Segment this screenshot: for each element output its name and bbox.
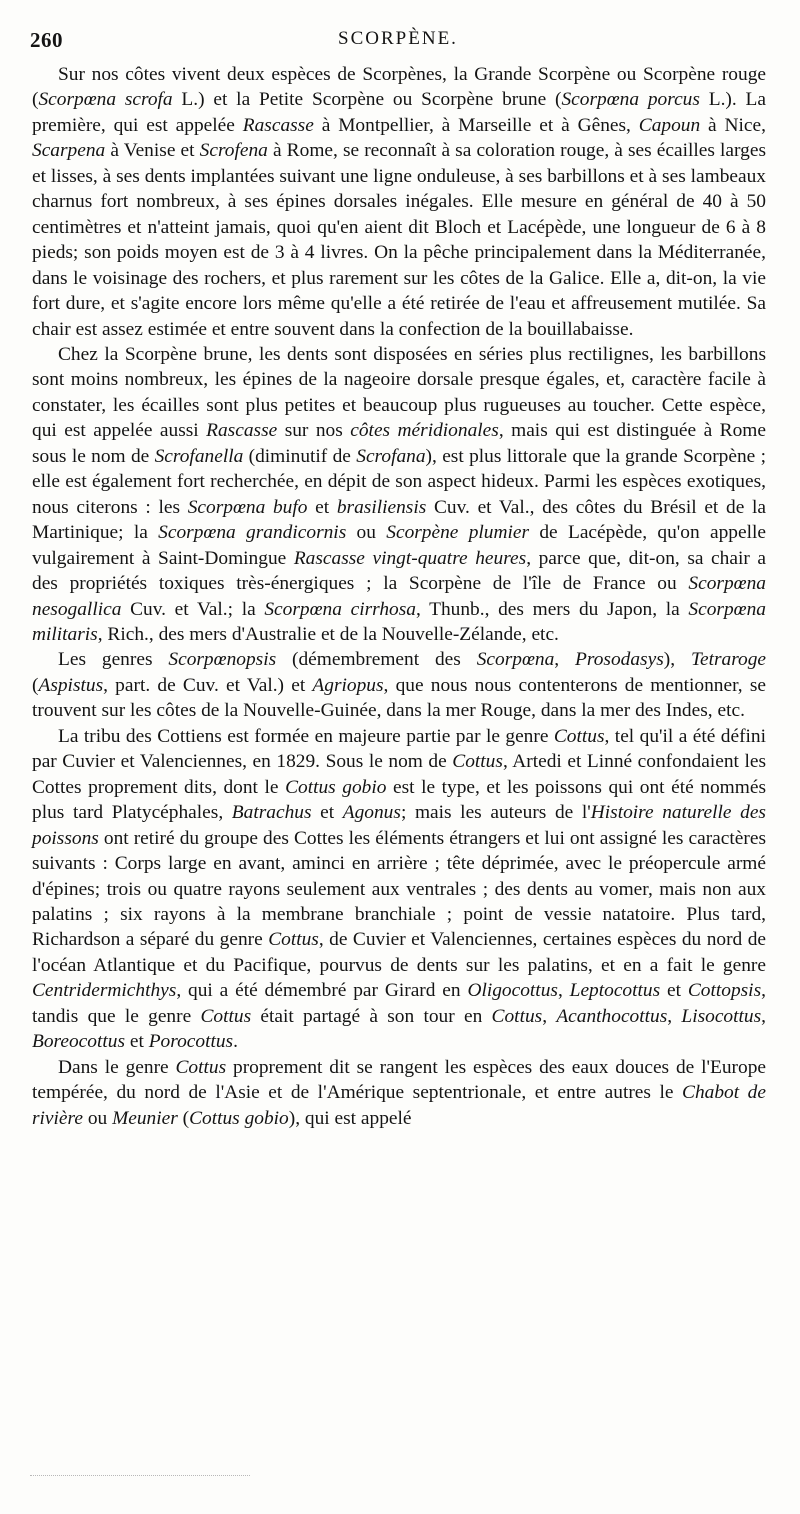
italic-term: Cottus [200, 1005, 252, 1027]
text-run: Sur nos côtes vivent deux espèces de Scorpènes, la Grande Scorpène ou Scorpène rouge ( [32, 64, 766, 111]
body-text [32, 62, 766, 1131]
text-run: et [311, 802, 343, 824]
italic-term: Cottus [268, 929, 319, 951]
text-run: , parce que, dit-on, sa chair a des propriétés toxiques très-énergiques ; la Scorpène de l'île de France ou [32, 547, 766, 595]
italic-term: Scorpœna [476, 649, 555, 671]
italic-term: Histoire naturelle des poissons [32, 802, 766, 849]
italic-term: Scorpœna militaris [32, 598, 766, 645]
running-title: SCORPÈNE. [338, 28, 458, 49]
text-run: , Thunb., des mers du Japon, la [415, 598, 689, 620]
text-run: à Montpellier, à Marseille et à Gênes, [313, 114, 639, 136]
italic-term: Cottopsis [687, 980, 762, 1002]
italic-term: Cottus [553, 725, 605, 747]
text-run: à Nice, [700, 114, 766, 136]
page-header [30, 28, 766, 60]
text-run: et [125, 1031, 149, 1053]
italic-term: Scrofena [199, 140, 268, 162]
text-run: ( [32, 674, 39, 696]
italic-term: Centridermichthys [32, 980, 177, 1002]
text-run: Dans le genre [58, 1056, 176, 1078]
text-run: , [542, 1005, 557, 1027]
italic-term: Oligocottus [467, 980, 558, 1002]
paragraph [32, 647, 766, 723]
text-run: ), est plus littorale que la grande Scorpène ; elle est également fort recherchée, en dépit de son aspect hideux. Parmi les espèces exotiques, nous citerons : les [32, 445, 766, 518]
text-run: et [307, 496, 337, 518]
italic-term: Prosodasys [575, 649, 664, 671]
text-run: , tandis que le genre [32, 980, 766, 1027]
text-run: L.). La première, qui est appelée [32, 89, 766, 136]
text-run: ou [346, 522, 387, 544]
italic-term: Capoun [638, 114, 701, 136]
italic-term: Cottus [175, 1056, 227, 1078]
text-run: était partagé à son tour en [251, 1005, 492, 1027]
text-run: , que nous nous contenterons de mentionner, se trouvent sur les côtes de la Nouvelle-Guinée, dans la mer Rouge, dans la mer des Indes, etc. [32, 674, 766, 722]
text-run: ont retiré du groupe des Cottes les éléments étrangers et lui ont assigné les caractères suivants : Corps large en avant, aminci en arrière ; tête déprimée, avec le préopercule armé d'épines; trois ou quatre rayons seulement aux ventrales ; des dents au vomer, mais non aux palatins ; six rayons à la membrane branchiale ; point de vessie natatoire. Plus tard, Richardson a séparé du genre [32, 827, 766, 951]
italic-term: Porocottus [148, 1031, 234, 1053]
italic-term: Scorpœna cirrhosa [264, 598, 416, 620]
text-run: , [667, 1005, 682, 1027]
italic-term: Rascasse [206, 420, 278, 442]
italic-term: Tetraroge [690, 649, 767, 671]
text-run: , [761, 1005, 766, 1027]
text-run: ou [82, 1107, 113, 1129]
text-run: ( [177, 1107, 190, 1129]
text-run: . [233, 1031, 238, 1053]
italic-term: Lisocottus [681, 1005, 762, 1027]
text-run: et [660, 980, 688, 1002]
italic-term: Scorpœna porcus [561, 89, 700, 111]
page-number: 260 [30, 28, 63, 52]
italic-term: Scorpœnopsis [168, 649, 277, 671]
italic-term: Leptocottus [569, 980, 661, 1002]
italic-term: Scarpena [32, 140, 106, 162]
text-run: (démembrement des [276, 649, 477, 671]
paragraph [32, 342, 766, 647]
text-run: L.) et la Petite Scorpène ou Scorpène brune ( [172, 89, 562, 111]
text-run: Cuv. et Val., des côtes du Brésil et de la Martinique; la [32, 496, 766, 544]
italic-term: Cottus [452, 751, 503, 773]
italic-term: Cottus gobio [285, 776, 387, 798]
italic-term: Rascasse [242, 114, 314, 136]
italic-term: Meunier [112, 1107, 178, 1129]
text-run: , [557, 980, 570, 1002]
text-run: de Lacépède, qu'on appelle vulgairement à Saint-Domingue [32, 522, 766, 569]
text-run: La tribu des Cottiens est formée en majeure partie par le genre [58, 725, 554, 747]
italic-term: Scrofana [356, 445, 426, 467]
text-run: (diminutif de [243, 445, 357, 467]
text-run: ), [663, 649, 691, 671]
text-run: Chez la Scorpène brune, les dents sont disposées en séries plus rectilignes, les barbillons sont moins nombreux, les épines de la nageoire dorsale presque égales, et, caractère facile à constater, les écailles sont plus petites et beaucoup plus rugueuses au toucher. Cette espèce, qui est appelée aussi [32, 343, 766, 442]
paragraph [32, 724, 766, 1055]
italic-term: Aspistus [38, 674, 104, 696]
text-run: à Rome, se reconnaît à sa coloration rouge, à ses écailles larges et lisses, à ses dents implantées suivant une ligne onduleuse, à ses barbillons et à ses lambeaux charnus fort nombreux, à ses épines dorsales inégales. Elle mesure en général de 40 à 50 centimètres et n'atteint jamais, quoi qu'en aient dit Bloch et Lacépède, une longueur de 6 à 8 pieds; son poids moyen est de 3 à 4 livres. On la pêche principalement dans la Méditerranée, dans le voisinage des rochers, et plus rarement sur les côtes de la Galice. Elle a, dit-on, la vie fort dure, et s'agite encore lors même qu'elle a été retirée de l'eau et affreusement mutilée. Sa chair est assez estimée et entre souvent dans la confection de la bouillabaisse. [32, 140, 766, 340]
italic-term: Scorpœna scrofa [38, 89, 173, 111]
paragraph [32, 62, 766, 342]
italic-term: Agriopus [312, 674, 384, 696]
italic-term: Agonus [342, 802, 401, 824]
text-run: , part. de Cuv. et Val.) et [103, 674, 313, 696]
italic-term: Scorpène plumier [386, 522, 530, 544]
text-run: , de Cuvier et Valenciennes, certaines espèces du nord de l'océan Atlantique et du Pacifique, pourvus de dents sur les palatins, et en a fait le genre [32, 929, 767, 976]
italic-term: Scrofanella [154, 445, 244, 467]
italic-term: Scorpœna grandicornis [158, 522, 347, 544]
text-run: à Venise et [105, 140, 200, 162]
text-run: ), qui est appelé [288, 1107, 412, 1129]
italic-term: brasiliensis [336, 496, 427, 518]
text-run: , [554, 649, 576, 671]
italic-term: Cottus gobio [189, 1107, 289, 1129]
italic-term: côtes méridionales [350, 420, 499, 442]
text-run: est le type, et les poissons qui ont été nommés plus tard Platycéphales, [32, 776, 766, 824]
text-run: , mais qui est distinguée à Rome sous le nom de [32, 420, 766, 467]
text-run: Les genres [58, 649, 169, 671]
text-run: sur nos [277, 420, 351, 442]
italic-term: Cottus [491, 1005, 543, 1027]
text-run: , Rich., des mers d'Australie et de la Nouvelle-Zélande, etc. [97, 623, 559, 645]
italic-term: Scorpœna bufo [187, 496, 308, 518]
text-run: , Artedi et Linné confondaient les Cottes proprement dits, dont le [32, 751, 767, 798]
text-run: , qui a été démembré par Girard en [176, 980, 468, 1002]
text-run: proprement dit se rangent les espèces des eaux douces de l'Europe tempérée, du nord de l'Asie et de l'Amérique septentrionale, et entre autres le [32, 1056, 766, 1104]
italic-term: Chabot de rivière [32, 1082, 766, 1129]
text-run: Cuv. et Val.; la [121, 598, 265, 620]
italic-term: Rascasse vingt-quatre heures [293, 547, 527, 569]
italic-term: Scorpœna nesogallica [32, 573, 766, 620]
footer-rule [30, 1475, 250, 1476]
paragraph [32, 1055, 766, 1131]
italic-term: Boreocottus [32, 1031, 125, 1053]
text-run: ; mais les auteurs de l' [400, 802, 591, 824]
italic-term: Batrachus [231, 802, 312, 824]
text-run: , tel qu'il a été défini par Cuvier et Valenciennes, en 1829. Sous le nom de [32, 725, 767, 773]
italic-term: Acanthocottus [556, 1005, 668, 1027]
